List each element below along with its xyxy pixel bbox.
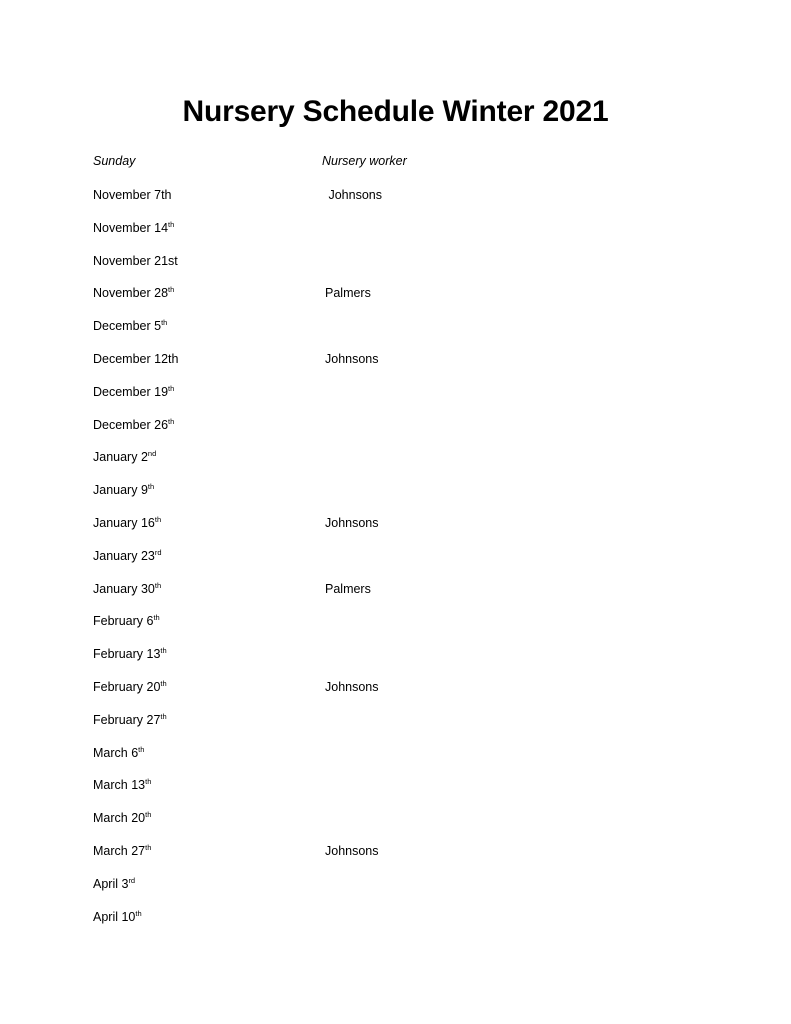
row-date-ordinal: th [168,383,175,393]
row-nursery-worker: Johnsons [325,843,379,858]
row-nursery-worker: Johnsons [325,515,379,530]
row-date-text: January 23 [93,548,155,563]
schedule-row [93,876,693,909]
row-date-text: January 2 [93,450,148,465]
row-date-text: November 21st [93,253,178,268]
schedule-row [93,449,693,482]
row-date-text: January 9 [93,483,148,498]
row-date-ordinal: th [168,285,175,295]
header-nursery-worker: Nursery worker [322,154,407,168]
row-date [93,220,174,236]
row-date-text: March 13 [93,778,146,793]
row-date-ordinal: th [147,482,155,492]
row-date [93,745,144,761]
row-date-ordinal: rd [128,875,136,885]
schedule-row [93,646,693,679]
row-date [93,417,174,433]
row-date-text: March 27 [93,843,146,858]
row-date-text: November 28 [93,286,169,301]
schedule-row [93,613,693,646]
row-date-text: April 10 [93,909,136,924]
row-date-text: November 7th [93,188,172,202]
row-date-ordinal: th [153,613,160,623]
row-date [93,679,167,695]
row-date-text: April 3 [93,876,129,891]
row-nursery-worker: Palmers [325,581,371,596]
schedule-row [93,810,693,843]
schedule-list [93,187,693,941]
schedule-row [93,253,693,286]
schedule-row [93,712,693,745]
schedule-row [93,417,693,450]
row-date [93,777,151,793]
row-date-text: December 26 [93,417,169,432]
schedule-row [93,745,693,778]
row-date [93,351,178,367]
header-sunday: Sunday [93,154,136,168]
row-date [93,449,156,465]
row-date-text: February 27 [93,712,161,727]
row-date-ordinal: th [160,678,167,688]
row-date-ordinal: th [138,744,145,754]
row-date [93,843,151,859]
row-nursery-worker: Palmers [325,286,371,301]
schedule-row [93,515,693,548]
schedule-row [93,220,693,253]
schedule-row [93,285,693,318]
row-date [93,909,142,925]
row-date-text: January 30 [93,581,155,596]
row-date-ordinal: nd [147,449,157,459]
row-date-ordinal: th [154,514,162,524]
row-date [93,810,151,826]
row-date-text: March 20 [93,811,146,826]
row-date [93,548,162,564]
schedule-row [93,384,693,417]
row-date-ordinal: th [168,416,175,426]
row-date [93,712,167,728]
schedule-row [93,581,693,614]
schedule-row [93,351,693,384]
row-date-ordinal: th [160,646,167,656]
row-date-text: December 12th [93,351,179,366]
row-date-ordinal: th [168,219,175,229]
row-date [93,318,167,334]
row-date-text: February 13 [93,647,161,662]
row-date-ordinal: th [160,711,167,721]
row-date [93,515,161,531]
row-date [93,384,174,400]
row-date-text: November 14 [93,220,169,235]
row-date [93,482,154,498]
page-title: Nursery Schedule Winter 2021 [182,95,609,128]
schedule-row [93,679,693,712]
row-date-ordinal: th [145,842,152,852]
row-date-text: December 5 [93,319,162,334]
row-date-ordinal: th [135,908,142,918]
schedule-row [93,187,693,220]
row-date [93,187,172,203]
row-date-ordinal: rd [154,547,162,557]
row-date-ordinal: th [161,318,168,328]
row-date-ordinal: th [145,810,152,820]
row-date [93,613,160,629]
schedule-header [93,154,693,172]
row-date [93,285,174,301]
row-nursery-worker: Johnsons [325,188,382,202]
row-date [93,581,161,597]
schedule-row [93,318,693,351]
schedule-row [93,548,693,581]
row-date-text: December 19 [93,384,169,399]
row-nursery-worker: Johnsons [325,679,379,694]
row-date-ordinal: th [154,580,162,590]
row-date-ordinal: th [145,777,152,787]
row-date-text: January 16 [93,515,155,530]
row-date-text: February 6 [93,614,154,629]
schedule-row [93,777,693,810]
row-date-text: March 6 [93,745,139,760]
schedule-row [93,843,693,876]
row-nursery-worker: Johnsons [325,351,379,366]
row-date [93,876,135,892]
schedule-row [93,482,693,515]
row-date [93,646,167,662]
row-date-text: February 20 [93,679,161,694]
row-date [93,253,178,269]
schedule-row [93,909,693,942]
